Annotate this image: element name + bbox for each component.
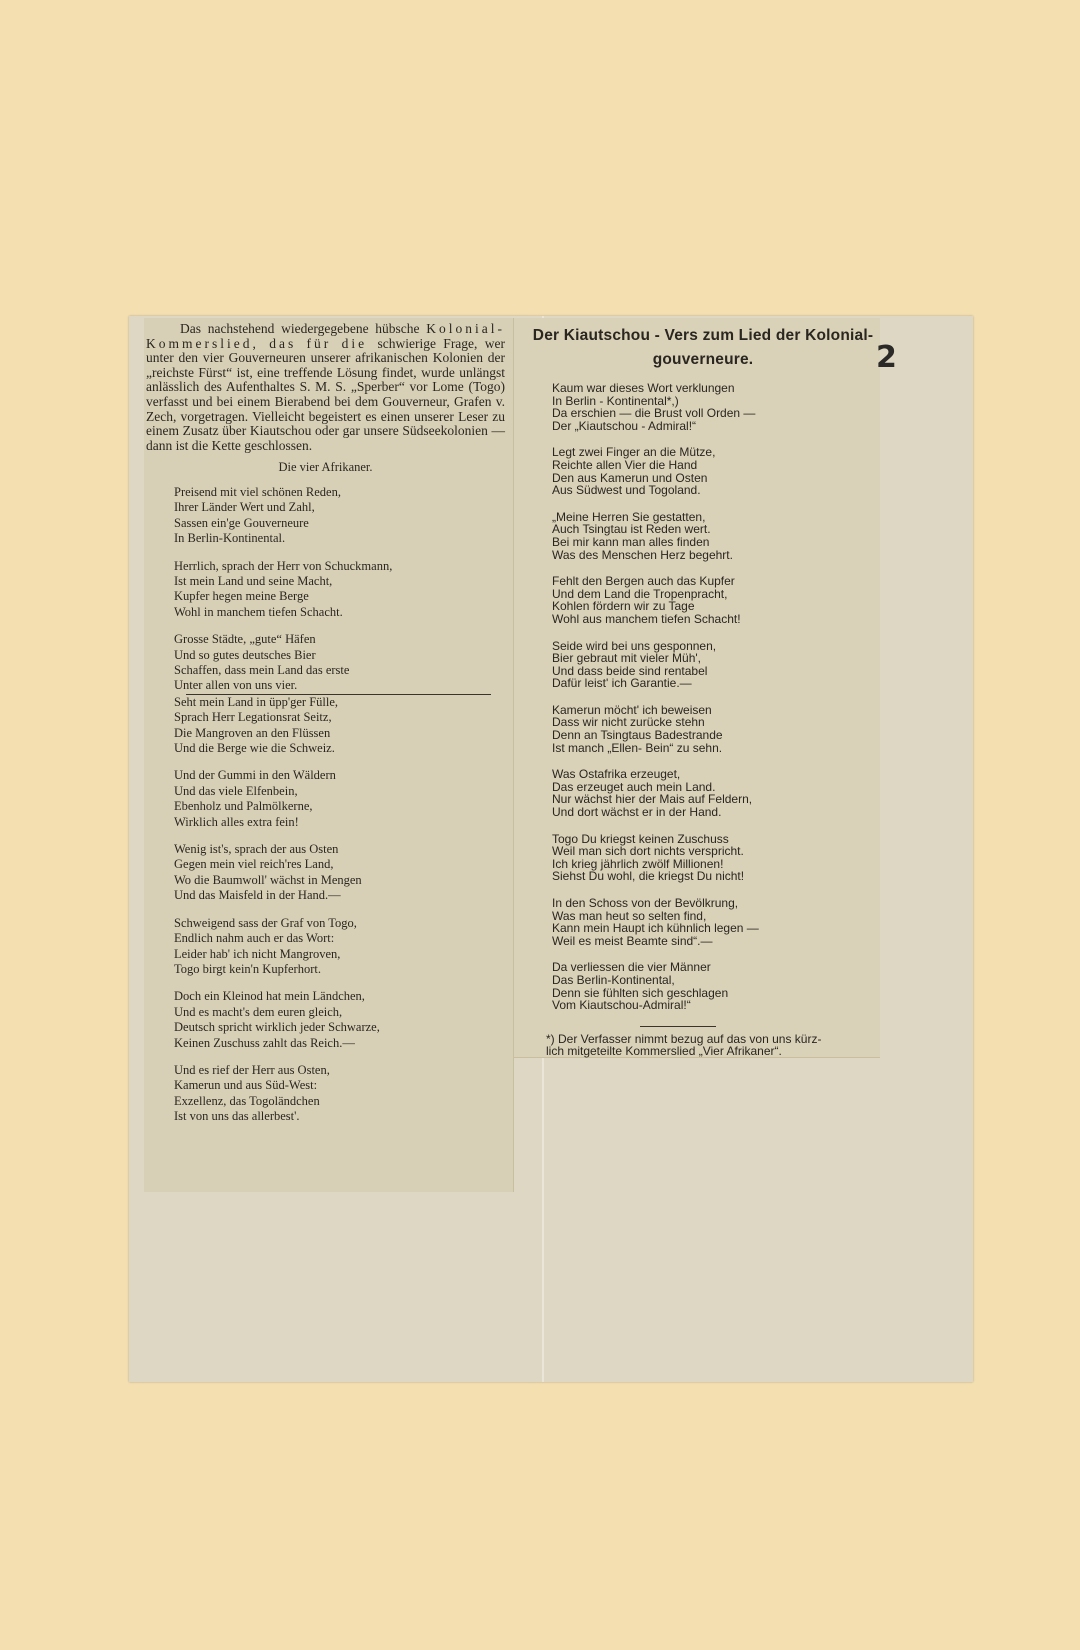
footnote-line: *) Der Verfasser nimmt bezug auf das von uns kürz- [546,1031,822,1046]
verse-line: Legt zwei Finger an die Mütze, [552,445,716,460]
verse-line: Kaum war dieses Wort verklungen [552,381,735,395]
verse-line: Ebenholz und Palmölkerne, [174,799,313,814]
verse-line: Und es rief der Herr aus Osten, [174,1062,330,1077]
verse-line: Deutsch spricht wirklich jeder Schwarze, [174,1020,380,1035]
right-newspaper-clipping [514,318,880,1058]
verse-line: Wohl aus manchem tiefen Schacht! [552,611,741,626]
right-stanza [552,640,874,690]
verse-line: Kann mein Haupt ich kühnlich legen — [552,921,759,936]
footnote-separator [640,1026,716,1027]
verse-line: Das erzeuget auch mein Land. [552,779,716,794]
verse-line: Leider hab' ich nicht Mangroven, [174,946,341,961]
verse-line: Was Ostafrika erzeuget, [552,767,681,782]
verse-line: Gegen mein viel reich'res Land, [174,857,334,872]
verse-line: Und die Berge wie die Schweiz. [174,741,335,756]
verse-line: Siehst Du wohl, die kriegst Du nicht! [552,869,745,884]
verse-line: Weil es meist Beamte sind“.— [552,933,713,948]
verse-line: Dafür leist' ich Garantie.— [552,676,692,691]
verse-line: Sprach Herr Legationsrat Seitz, [174,710,332,725]
intro-line: bei dem Gouverneur, Grafen v. Zech, vorgetragen. [146,393,505,424]
verse-line: Doch ein Kleinod hat mein Ländchen, [174,989,365,1004]
left-stanza [174,632,505,694]
verse-line: Ich krieg jährlich zwölf Millionen! [552,856,724,871]
verse-line: Denn an Tsingtaus Badestrande [552,728,723,743]
verse-line: Togo Du kriegst keinen Zuschuss [552,831,729,846]
right-stanza [552,897,874,947]
intro-line: Südseekolonien — dann ist die Kette geschlossen. [146,423,506,453]
verse-line: Da verliessen die vier Männer [552,960,711,975]
intro-line: anlässlich des Aufenthaltes S. M. S. „Sperber“ vor [146,379,433,395]
left-stanza [174,1063,505,1125]
left-poem-stanzas [146,485,505,1125]
right-stanza [552,704,874,754]
right-stanza [552,575,874,625]
verse-line: Togo birgt kein'n Kupferhort. [174,961,321,976]
verse-line: Herrlich, sprach der Herr von Schuckmann, [174,558,393,573]
verse-line: Weil man sich dort nichts verspricht. [552,844,744,859]
verse-line: Den aus Kamerun und Osten [552,470,708,485]
verse-line: Ist von uns das allerbest'. [174,1109,300,1124]
verse-line: Das Berlin-Kontinental, [552,972,675,987]
verse-line: Exzellenz, das Togoländchen [174,1093,320,1108]
verse-line: In Berlin - Kontinental*,) [552,393,679,408]
verse-line: Und das Maisfeld in der Hand.— [174,888,341,903]
verse-line: Wohl in manchem tiefen Schacht. [174,604,343,619]
verse-line: Nur wächst hier der Mais auf Feldern, [552,792,753,807]
intro-paragraph [146,322,505,453]
right-poem-stanzas [532,382,874,1012]
title-line-1: Der Kiautschou - Vers zum Lied der Kolonial- [532,327,874,344]
verse-line: Der „Kiautschou - Admiral!“ [552,418,697,433]
verse-line: Aus Südwest und Togoland. [552,483,701,498]
verse-line: Vom Kiautschou-Admiral!“ [552,998,691,1013]
verse-line: Und so gutes deutsches Bier [174,647,316,662]
page-number: 2 [876,340,897,375]
verse-line: Kohlen fördern wir zu Tage [552,599,695,614]
footnote [546,1033,874,1058]
verse-line: Die Mangroven an den Flüssen [174,725,331,740]
intro-line: ist, eine treffende Lösung findet, wurde unlängst [236,364,506,380]
left-stanza [174,695,505,757]
right-stanza [552,382,874,432]
verse-line: Wenig ist's, sprach der aus Osten [174,842,339,857]
verse-line: Seht mein Land in üpp'ger Fülle, [174,694,339,709]
right-stanza [552,833,874,883]
verse-line: Und es macht's dem euren gleich, [174,1004,343,1019]
verse-line: Seide wird bei uns gesponnen, [552,638,717,653]
verse-line: Und der Gummi in den Wäldern [174,768,336,783]
left-stanza [174,559,505,621]
title-line-2: gouverneure. [652,351,754,368]
intro-line: Das nachstehend wiedergegebene hübsche [180,321,427,336]
verse-line: Ist mein Land und seine Macht, [174,573,333,588]
intro-line: einem Zusatz über Kiautschou oder gar unsere [146,423,403,439]
right-stanza [552,446,874,496]
right-stanza [552,961,874,1011]
verse-line: Keinen Zuschuss zahlt das Reich.— [174,1035,355,1050]
verse-line: Sassen ein'ge Gouverneure [174,515,309,530]
verse-line: Grosse Städte, „gute“ Häfen [174,632,316,647]
verse-line: Dass wir nicht zurücke stehn [552,715,705,730]
verse-line: Schaffen, dass mein Land das erste [174,663,350,677]
left-stanza [174,989,505,1051]
verse-line: Bier gebraut mit vieler Müh', [552,651,702,666]
verse-line: Wirklich alles extra fein! [174,814,299,829]
intro-line: Vielleicht begeistert es einen unserer Leser zu [252,408,505,424]
left-newspaper-clipping [144,318,514,1192]
intro-line: unserer afrikanischen Kolonien der „reichste Fürst“ [146,350,505,380]
verse-line: Preisend mit viel schönen Reden, [174,484,341,499]
verse-line: Kupfer hegen meine Berge [174,589,309,604]
left-stanza [174,768,505,830]
verse-line: Und dem Land die Tropenpracht, [552,586,728,601]
verse-line: Was man heut so selten find, [552,908,707,923]
verse-line: Fehlt den Bergen auch das Kupfer [552,574,735,589]
verse-line: Wo die Baumwoll' wächst in Mengen [174,872,362,887]
right-stanza [552,768,874,818]
verse-line: Ihrer Länder Wert und Zahl, [174,500,315,515]
verse-line: Kamerun und aus Süd-West: [174,1078,318,1093]
verse-line: In den Schoss von der Bevölkrung, [552,896,739,910]
verse-line: Denn sie fühlten sich geschlagen [552,985,729,1000]
verse-line: Bei mir kann man alles finden [552,534,710,549]
right-clipping-title [532,324,874,372]
left-stanza [174,916,505,978]
verse-line: Und dort wächst er in der Hand. [552,805,722,820]
verse-line: Reichte allen Vier die Hand [552,457,698,472]
left-stanza [174,842,505,904]
verse-line: Und das viele Elfenbein, [174,783,298,798]
poem-title: Die vier Afrikaner. [278,460,373,475]
intro-line: Kolonial-Kommerslied, das für die [146,321,505,351]
intro-line: schwierige Frage, wer unter den vier Gouverneuren [146,335,506,366]
left-stanza [174,485,505,547]
verse-line: Unter allen von uns vier. [174,678,298,693]
verse-line: Auch Tsingtau ist Reden wert. [552,522,711,537]
right-stanza [552,511,874,561]
verse-line: Und dass beide sind rentabel [552,663,708,678]
verse-line: Schweigend sass der Graf von Togo, [174,915,357,930]
verse-line: In Berlin-Kontinental. [174,531,286,546]
verse-line: „Meine Herren Sie gestatten, [552,509,706,524]
verse-line: Da erschien — die Brust voll Orden — [552,406,756,421]
verse-line: Endlich nahm auch er das Wort: [174,931,335,946]
verse-line: Kamerun möcht' ich beweisen [552,702,712,717]
intro-line: Lome (Togo) verfasst und bei einem Bierabend [146,379,505,409]
footnote-line: lich mitgeteilte Kommerslied „Vier Afrikaner“. [546,1044,782,1059]
verse-line: Was des Menschen Herz begehrt. [552,547,733,562]
verse-line: Ist manch „Ellen- Bein“ zu sehn. [552,740,723,755]
